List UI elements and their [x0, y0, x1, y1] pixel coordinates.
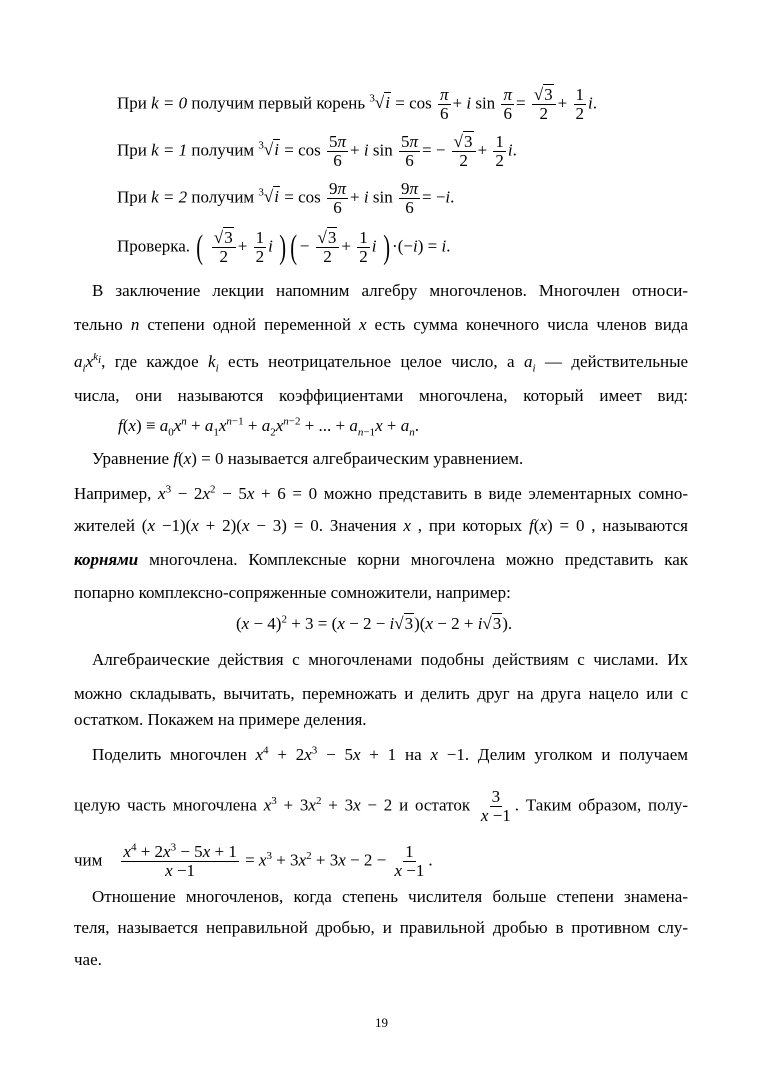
para1-line3: $a_ix^{k_i}$, где каждое $k_i$ есть неотрицательное целое число, а $a_i$ — действительные — [74, 351, 689, 375]
para3-line3: чае. — [74, 950, 102, 969]
check-line: Проверка. ( $\frac{√3}{2}$ + $\frac{1}{2}$ i ) ( − $\frac{√3}{2}$ + $\frac{1}{2}$ i ) ·(−i) = i. — [117, 228, 451, 266]
para3-line2: теля, называется неправильной дробью, и правильной дробью в противном слу- — [74, 918, 688, 937]
root-line-2: При k = 2 получим $^3$√i = cos $\frac{9\pi}{6}$ + i sin $\frac{9\pi}{6}$ = −i. — [117, 179, 455, 217]
example-line2: жителей (x −1)(x + 2)(x − 3) = 0. Значения x , при которых f(x) = 0 , называются — [74, 516, 689, 535]
cube-root-i: $^3$√i — [369, 92, 390, 113]
page-number: 19 — [375, 1015, 388, 1030]
division-line2: целую часть многочлена $x^3 + 3x^2 + 3x - 2$ и остаток $\frac{3}{x -1}$ . Таким образом, полу- — [74, 787, 689, 825]
complex-factor-formula: $(x - 4)^2 + 3 = (x - 2 - i√3)(x - 2 + i√3)$. — [236, 613, 513, 633]
para2-line2: можно складывать, вычитать, перемножать и делить друг на друга нацело или с — [74, 684, 688, 703]
equation-line: Уравнение f(x) = 0 называется алгебраическим уравнением. — [92, 449, 524, 468]
polynomial-formula: $f(x) \equiv a_0x^n + a_1x^{n-1} + a_2x^{n-2}$ + ... + $a_{n-1}x + a_n$. — [118, 415, 420, 439]
example-line4: попарно комплексно-сопряженные сомножители, например: — [74, 583, 511, 602]
para1-line1: В заключение лекции напомним алгебру многочленов. Многочлен относи- — [92, 281, 688, 300]
division-line1: Поделить многочлен $x^4 + 2x^3 - 5x + 1$ на x −1. Делим уголком и получаем — [92, 744, 688, 764]
division-result: чим $\frac{x^4 + 2x^3 - 5x + 1}{x -1}$ = $x^3 + 3x^2 + 3x - 2$ − $\frac{1}{x -1}$ . — [74, 841, 433, 880]
root-line-0: При k = 0 получим первый корень $^3$√i = cos $\frac{\pi}{6}$ + i sin $\frac{\pi}{6}$ = $\frac{√3}{2}$ + $\frac{1}{2}$ i. — [117, 85, 597, 123]
para1-line4: числа, они называются коэффициентами многочлена, который имеет вид: — [74, 386, 688, 405]
example-line1: Например, $x^3 - 2x^2 - 5x + 6 = 0$ можно представить в виде элементарных сомно- — [74, 483, 688, 503]
para2-line3: остатком. Покажем на примере деления. — [74, 710, 367, 729]
para2-line1: Алгебраические действия с многочленами подобны действиям с числами. Их — [92, 650, 688, 669]
example-line3: корнями многочлена. Комплексные корни многочлена можно представить как — [74, 550, 689, 569]
root-line-1: При k = 1 получим $^3$√i = cos $\frac{5\pi}{6}$ + i sin $\frac{5\pi}{6}$ = − $\frac{√3}{2}$ + $\frac{1}{2}$ i. — [117, 132, 517, 170]
para3-line1: Отношение многочленов, когда степень числителя больше степени знамена- — [92, 887, 688, 906]
para1-line2: тельно n степени одной переменной x есть сумма конечного числа членов вида — [74, 315, 688, 334]
